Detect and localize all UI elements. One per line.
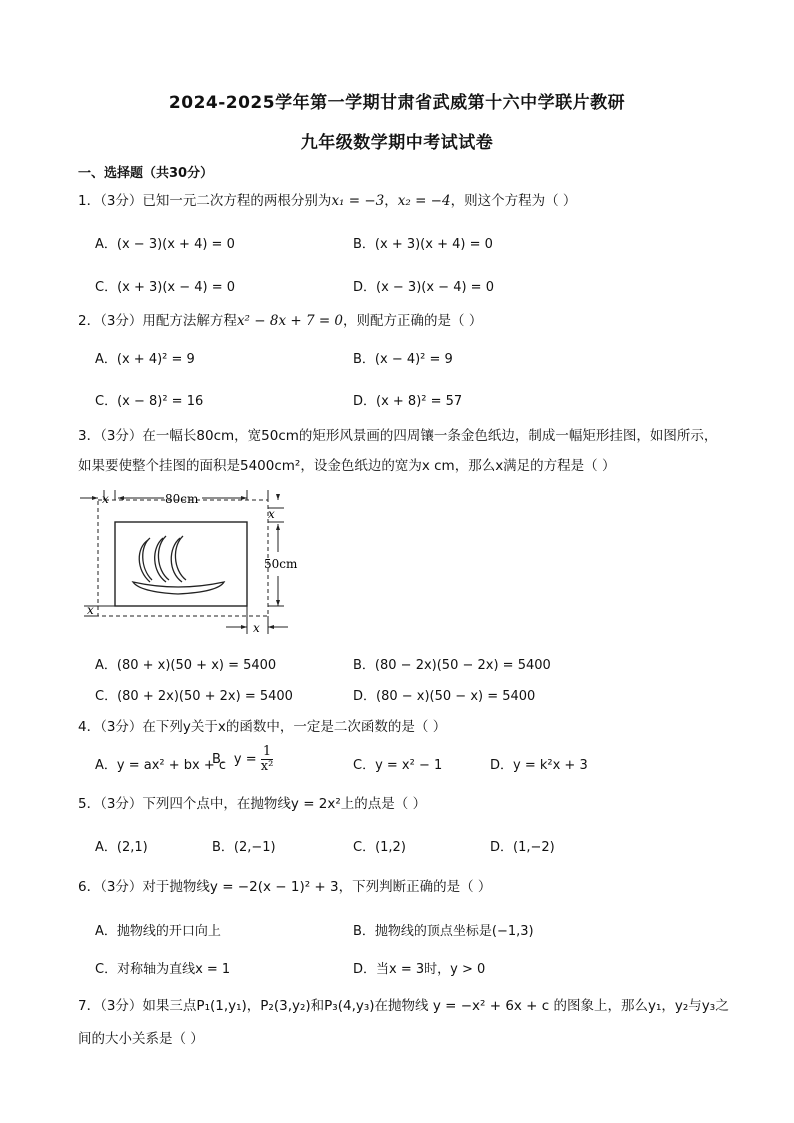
painting-frame-diagram [78,486,308,636]
frame-x-label-top: x [102,492,109,506]
question-3-option-d[interactable]: D．(80 − x)(50 − x) = 5400 [353,689,536,704]
question-2-option-c[interactable]: C．(x − 8)² = 16 [95,394,204,409]
question-6-stem: 6．（3分）对于抛物线y = −2(x − 1)² + 3，下列判断正确的是（ ） [78,879,492,895]
frame-x-label-right: x [268,507,275,521]
exam-title-line1: 2024-2025学年第一学期甘肃省武威第十六中学联片教研 [168,93,626,113]
question-4-option-d[interactable]: D．y = k²x + 3 [490,758,588,773]
question-2-stem: 2．（3分）用配方法解方程x² − 8x + 7 = 0，则配方正确的是（ ） [78,313,483,329]
question-5-option-b[interactable]: B．(2,−1) [212,840,276,855]
question-4-option-a[interactable]: A．y = ax² + bx + c [95,758,227,773]
question-3-option-c[interactable]: C．(80 + 2x)(50 + 2x) = 5400 [95,689,293,704]
question-2-option-b[interactable]: B．(x − 4)² = 9 [353,352,453,367]
question-6-option-d[interactable]: D．当x = 3时，y > 0 [353,962,486,977]
sailboat-icon [133,536,224,594]
frame-x-label-left: x [87,603,94,617]
question-1-stem: 1．（3分）已知一元二次方程的两根分别为x₁ = −3，x₂ = −4，则这个方程为（ ） [78,193,577,209]
question-4-option-c[interactable]: C．y = x² − 1 [353,758,443,773]
question-7-stem-line1: 7．（3分）如果三点P₁(1,y₁)，P₂(3,y₂)和P₃(4,y₃)在抛物线 y = −x² + 6x + c 的图象上，那么y₁，y₂与y₃之 [78,998,729,1014]
frame-height-label: 50cm [264,557,298,571]
question-4-option-b[interactable]: B．y = $\frac{1}{\text{x²}}$ [212,744,274,774]
question-5-stem: 5．（3分）下列四个点中，在抛物线y = 2x²上的点是（ ） [78,796,427,812]
section-heading: 一、选择题（共30分） [78,166,214,181]
question-2-option-d[interactable]: D．(x + 8)² = 57 [353,394,463,409]
question-5-option-c[interactable]: C．(1,2) [353,840,406,855]
question-3-stem-line2: 如果要使整个挂图的面积是5400cm²，设金色纸边的宽为x cm，那么x满足的方程是（ ） [78,458,616,474]
question-4-stem: 4．（3分）在下列y关于x的函数中，一定是二次函数的是（ ） [78,719,447,735]
question-1-option-d[interactable]: D．(x − 3)(x − 4) = 0 [353,280,494,295]
question-2-option-a[interactable]: A．(x + 4)² = 9 [95,352,195,367]
frame-x-label-bottom: x [253,621,260,635]
outer-frame [98,500,268,616]
question-5-option-a[interactable]: A．(2,1) [95,840,148,855]
question-3-option-b[interactable]: B．(80 − 2x)(50 − 2x) = 5400 [353,658,551,673]
root-x1: x₁ = −3 [331,193,385,209]
question-1-option-b[interactable]: B．(x + 3)(x + 4) = 0 [353,237,493,252]
question-1-option-c[interactable]: C．(x + 3)(x − 4) = 0 [95,280,236,295]
question-1-option-a[interactable]: A．(x − 3)(x + 4) = 0 [95,237,235,252]
question-3-option-a[interactable]: A．(80 + x)(50 + x) = 5400 [95,658,277,673]
question-7-stem-line2: 间的大小关系是（ ） [78,1031,204,1047]
frame-width-label: 80cm [165,492,199,506]
question-2-equation: x² − 8x + 7 = 0 [236,313,344,329]
question-3-stem-line1: 3．（3分）在一幅长80cm，宽50cm的矩形风景画的四周镶一条金色纸边，制成一幅矩形挂图，如图所示， [78,428,718,444]
root-x2: x₂ = −4 [397,193,451,209]
question-6-option-c[interactable]: C．对称轴为直线x = 1 [95,962,231,977]
question-6-option-b[interactable]: B．抛物线的顶点坐标是(−1,3) [353,924,534,939]
fraction-one-over-x-squared: $\frac{1}{\text{x²}}$ [260,744,274,774]
question-5-option-d[interactable]: D．(1,−2) [490,840,555,855]
question-6-option-a[interactable]: A．抛物线的开口向上 [95,924,221,939]
exam-title-line2: 九年级数学期中考试试卷 [300,133,494,153]
